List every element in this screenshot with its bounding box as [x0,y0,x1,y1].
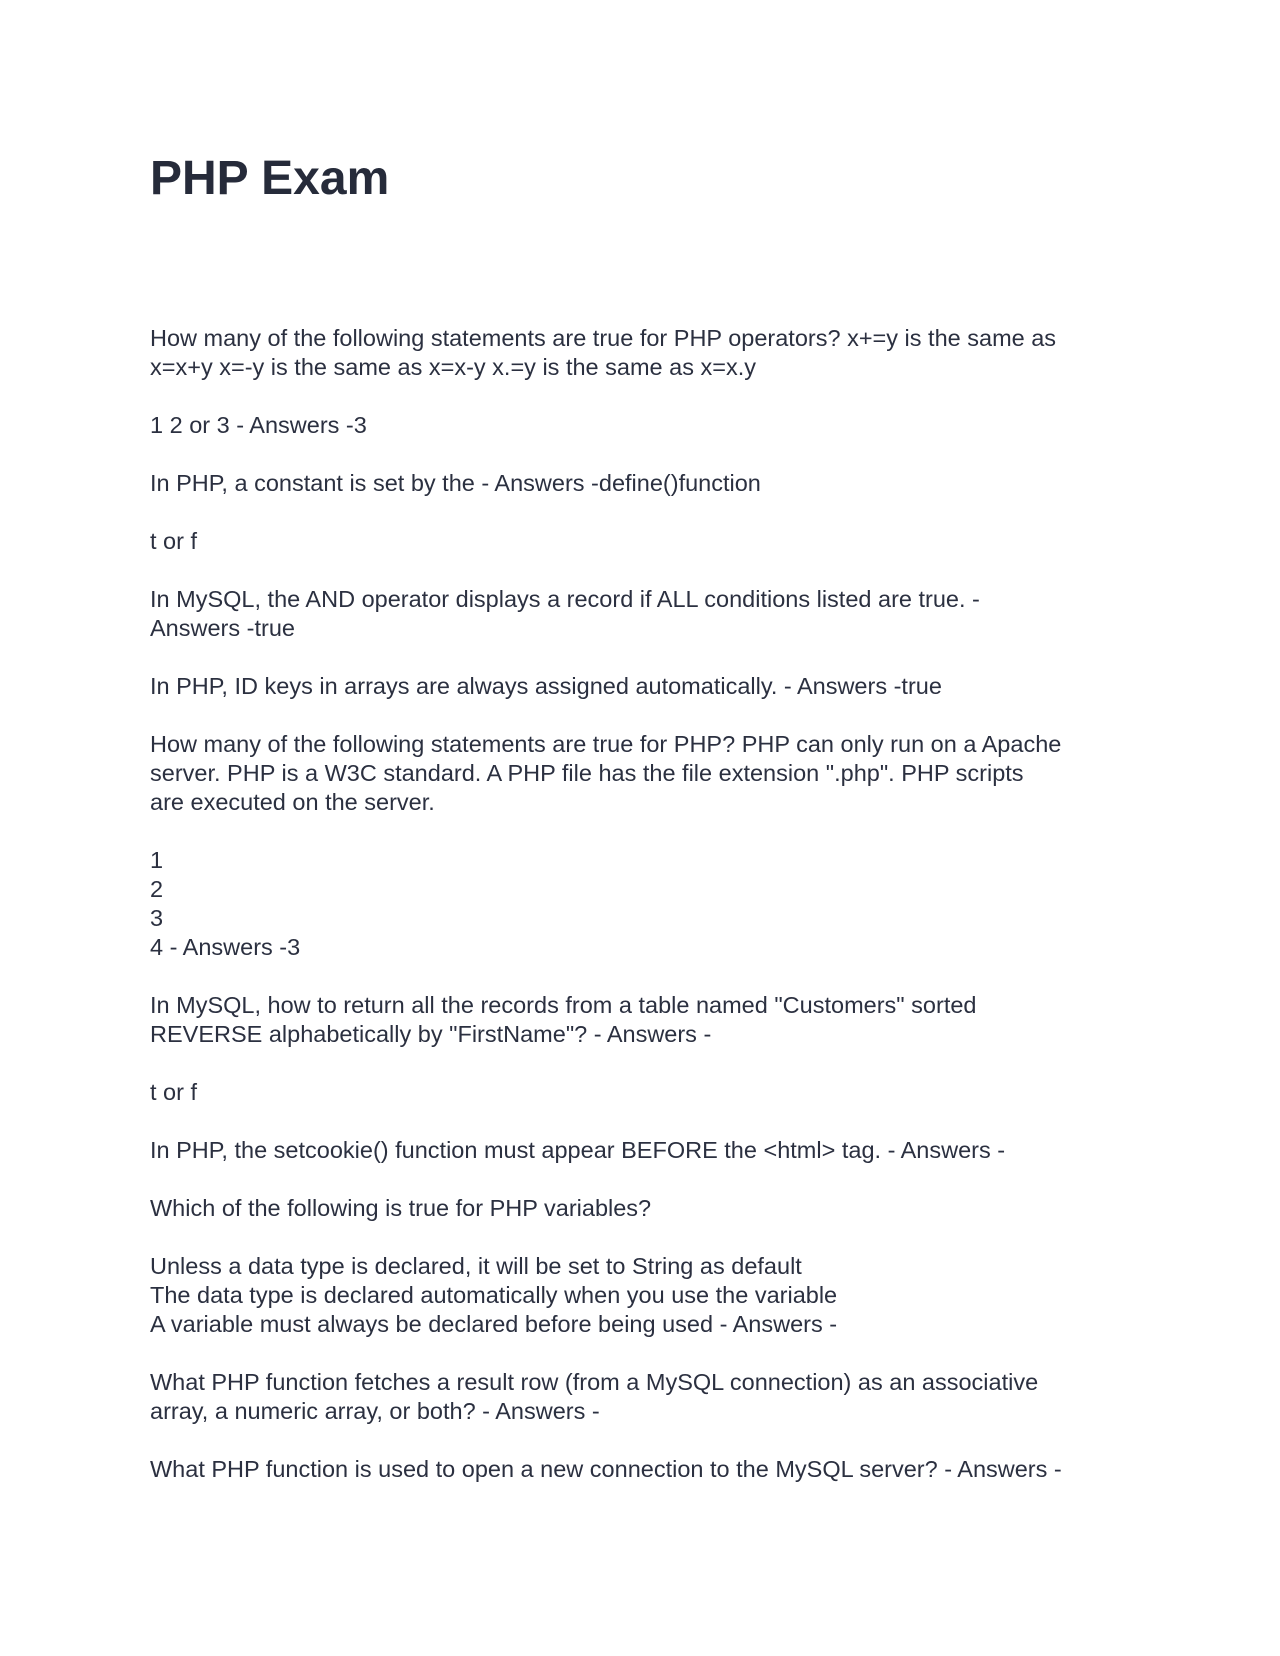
text-line: 1 2 or 3 - Answers -3 [150,412,367,438]
text-line: In MySQL, how to return all the records from a table named "Customers" sorted [150,992,977,1018]
text-line: Unless a data type is declared, it will be set to String as default [150,1253,802,1279]
text-line: are executed on the server. [150,789,435,815]
text-line: In PHP, the setcookie() function must appear BEFORE the <html> tag. - Answers - [150,1137,1006,1163]
paragraph [150,730,1140,817]
text-line: Answers -true [150,615,295,641]
text-line: REVERSE alphabetically by "FirstName"? - Answers - [150,1021,712,1047]
text-line: t or f [150,1079,198,1105]
paragraph [150,846,1140,962]
paragraph [150,1136,1140,1165]
text-line: 1 [150,847,164,873]
text-line: How many of the following statements are true for PHP? PHP can only run on a Apache [150,731,1062,757]
text-line: The data type is declared automatically when you use the variable [150,1282,838,1308]
text-line: Which of the following is true for PHP variables? [150,1195,652,1221]
text-line: In PHP, a constant is set by the - Answers -define()function [150,470,761,496]
paragraph [150,991,1140,1049]
text-line: x=x+y x=-y is the same as x=x-y x.=y is the same as x=x.y [150,354,756,380]
text-line: 3 [150,905,164,931]
paragraph [150,1455,1140,1484]
text-line: What PHP function is used to open a new connection to the MySQL server? - Answers - [150,1456,1062,1482]
text-line: t or f [150,528,198,554]
paragraph [150,1194,1140,1223]
text-line: 4 - Answers -3 [150,934,301,960]
document-title: PHP Exam [150,152,390,205]
paragraph [150,1078,1140,1107]
document-body [150,324,1140,1513]
paragraph [150,469,1140,498]
paragraph [150,1252,1140,1339]
text-line: How many of the following statements are true for PHP operators? x+=y is the same as [150,325,1057,351]
text-line: A variable must always be declared before being used - Answers - [150,1311,838,1337]
text-line: server. PHP is a W3C standard. A PHP file has the file extension ".php". PHP scripts [150,760,1024,786]
text-line: In PHP, ID keys in arrays are always assigned automatically. - Answers -true [150,673,942,699]
text-line: 2 [150,876,164,902]
text-line: What PHP function fetches a result row (from a MySQL connection) as an associative [150,1369,1039,1395]
paragraph [150,324,1140,382]
paragraph [150,1368,1140,1426]
text-line: In MySQL, the AND operator displays a record if ALL conditions listed are true. - [150,586,980,612]
paragraph [150,527,1140,556]
text-line: array, a numeric array, or both? - Answers - [150,1398,600,1424]
paragraph [150,672,1140,701]
paragraph [150,585,1140,643]
paragraph [150,411,1140,440]
